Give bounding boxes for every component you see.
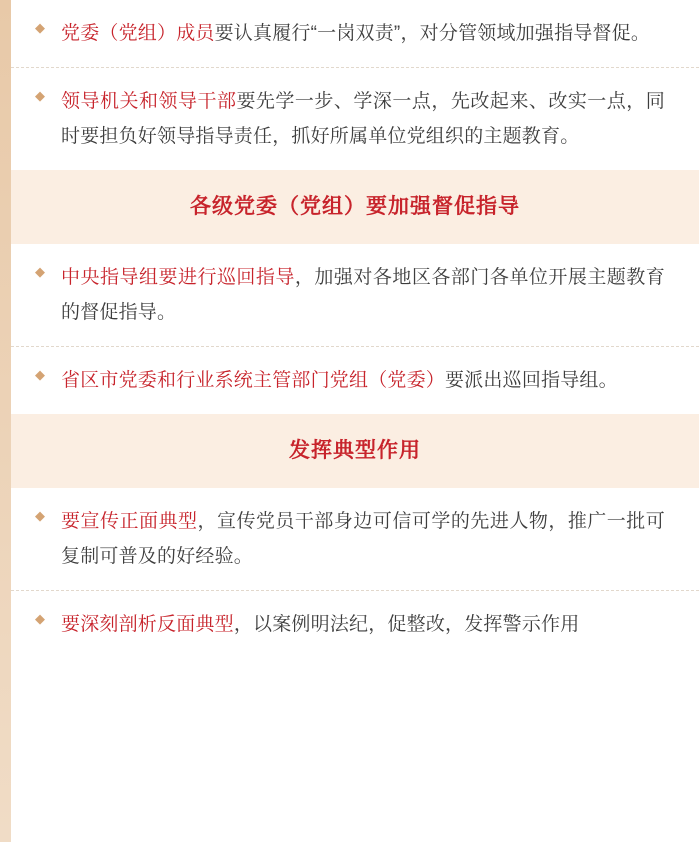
- highlight-text: 领导机关和领导干部: [61, 91, 237, 113]
- list-item: [11, 68, 699, 170]
- body-text: ，宣传党员干部身边可信可学的先进人物，推广一批可复制可普及的好经验。: [61, 510, 665, 567]
- section-heading-band: [11, 414, 699, 487]
- body-text: ，以案例明法纪，促整改，发挥警示作用: [233, 613, 580, 635]
- highlight-text: 要宣传正面典型: [61, 510, 198, 532]
- highlight-text: 党委（党组）成员: [61, 23, 215, 44]
- left-accent-rail: [0, 0, 11, 842]
- body-text: 要派出巡回指导组。: [445, 370, 618, 392]
- diamond-bullet-icon: ◆: [35, 20, 46, 35]
- diamond-bullet-icon: ◆: [35, 88, 46, 104]
- section-heading-text: 各级党委（党组）要加强督促指导: [190, 195, 520, 219]
- diamond-bullet-icon: ◆: [35, 263, 46, 279]
- highlight-text: 中央指导组要进行巡回指导: [61, 266, 295, 288]
- list-item: [11, 488, 699, 591]
- bullet-list-3: [11, 488, 699, 658]
- section-heading-text: 发挥典型作用: [289, 439, 421, 463]
- list-item: [11, 591, 699, 658]
- highlight-text: 要深刻剖析反面典型: [61, 613, 234, 635]
- list-item: [11, 0, 699, 68]
- list-item: [11, 244, 699, 347]
- bullet-list-1: [11, 0, 699, 170]
- highlight-text: 省区市党委和行业系统主管部门党组（党委）: [61, 370, 446, 392]
- bullet-list-2: [11, 244, 699, 414]
- body-text: 要认真履行“一岗双责”，对分管领域加强指导督促。: [214, 23, 651, 44]
- diamond-bullet-icon: ◆: [35, 610, 46, 626]
- diamond-bullet-icon: ◆: [35, 367, 46, 383]
- section-heading-band: [11, 170, 699, 243]
- diamond-bullet-icon: ◆: [35, 507, 46, 523]
- document-content: [11, 0, 699, 658]
- body-text: ，加强对各地区各部门各单位开展主题教育的督促指导。: [61, 266, 665, 323]
- body-text: 要先学一步、学深一点，先改起来、改实一点，同时要担负好领导指导责任，抓好所属单位党组织的主题教育。: [61, 91, 665, 148]
- list-item: [11, 347, 699, 414]
